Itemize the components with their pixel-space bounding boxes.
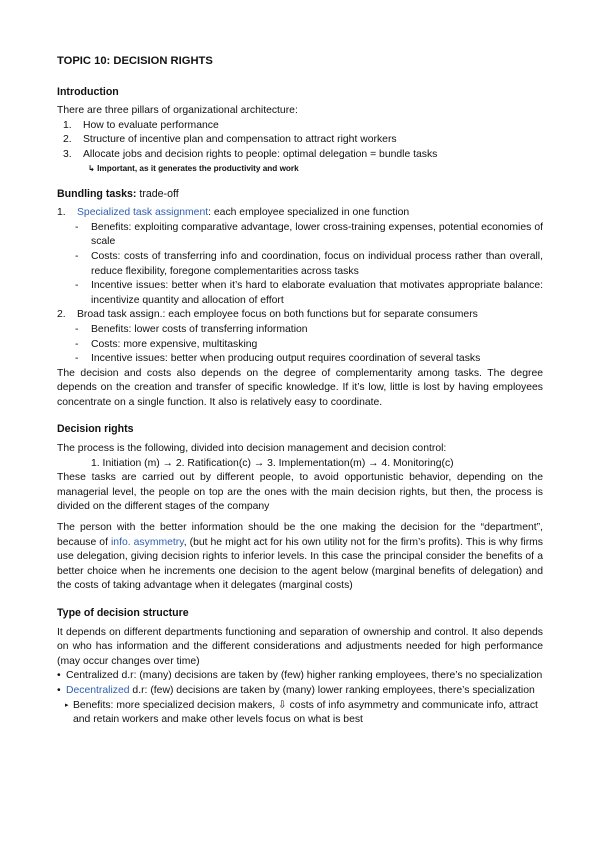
- list-item: - Benefits: lower costs of transferring information: [75, 323, 308, 335]
- list-item: - Benefits: exploiting comparative advantage, lower cross-training expenses, potential economies of scale: [75, 221, 543, 248]
- rights-lead: The process is the following, divided into decision management and decision control:: [57, 443, 447, 455]
- list-item: • Decentralized d.r: (few) decisions are taken by (many) lower ranking employees, there’s specialization: [57, 684, 543, 699]
- specialized-link[interactable]: Specialized task assignment: [77, 207, 209, 219]
- introduction-heading: Introduction: [57, 85, 119, 98]
- list-item: • Centralized d.r: (many) decisions are taken by (few) higher ranking employees, there’s no specialization: [57, 669, 543, 684]
- list-item: 3. Allocate jobs and decision rights to people: optimal delegation = bundle tasks: [63, 148, 438, 160]
- list-item: 2. Structure of incentive plan and compensation to attract right workers: [63, 134, 397, 146]
- document-page: [57, 54, 543, 728]
- decentralized-link[interactable]: Decentralized: [66, 684, 130, 696]
- info-asymmetry-link[interactable]: info. asymmetry: [111, 536, 184, 548]
- list-item: - Costs: costs of transferring info and coordination, focus on individual process rather than overall, reduce flexibility, foregone complementarities across tasks: [75, 250, 543, 277]
- list-item: - Costs: more expensive, multitasking: [75, 338, 258, 350]
- list-item: - Incentive issues: better when it’s hard to elaborate evaluation that motivates appropriate balance: incentivize quantity and allocation of effort: [75, 280, 543, 306]
- rights-paragraph: These tasks are carried out by different people, to avoid opportunistic behavior, depending on the managerial level, the people on top are the ones with the main decision rights, but then, the process is divided on the different stages of the company: [57, 472, 543, 513]
- page-title: TOPIC 10: DECISION RIGHTS: [57, 55, 213, 67]
- triangle-bullet-icon: ▸: [65, 701, 69, 709]
- bundling-closing: The decision and costs also depends on the degree of complementarity among tasks. The degree depends on the creation and transfer of specific knowledge. If it’s low, little is lost by having employees concentrate on a single function. It also is relatively easy to coordinate.: [57, 367, 543, 408]
- structure-heading: Type of decision structure: [57, 607, 189, 619]
- importance-note: ↳ Important, as it generates the productivity and work: [88, 163, 299, 173]
- list-item: ▸ Benefits: more specialized decision makers, ⇩ costs of info asymmetry and communicate info, attract and retain workers and make other levels focus on what is best: [57, 699, 543, 728]
- structure-lead: It depends on different departments functioning and separation of ownership and control. It also depends on who has information and the different considerations and adjustments needed for high performance (may occur changes over time): [57, 626, 543, 667]
- list-item: - Incentive issues: better when producing output requires coordination of several tasks: [75, 353, 481, 365]
- introduction-lead: There are three pillars of organizational architecture:: [57, 105, 298, 117]
- broad-item: 2. Broad task assign.: each employee focus on both functions but for separate consumers: [57, 309, 478, 321]
- list-item: 1. How to evaluate performance: [63, 119, 219, 131]
- rights-paragraph-2: The person with the better information should be the one making the decision for the “department”, because of info. asymmetry, (but he might act for his own utility not for the firm’s profits). This is why firms use delegation, giving decision rights to inferior levels. In this case the principal consider the benefits of a better choice when he increments one decision to the agent below (marginal benefits of delegation) and the costs of taking advantage when it delegates (marginal costs): [57, 522, 543, 592]
- decision-rights-heading: Decision rights: [57, 423, 134, 436]
- bundling-heading: Bundling tasks: trade-off: [57, 187, 179, 200]
- specialized-item: 1. Specialized task assignment: each employee specialized in one function: [57, 207, 410, 219]
- bullet-icon: •: [57, 670, 61, 682]
- bullet-icon: •: [57, 684, 61, 696]
- process-steps: 1. Initiation (m) → 2. Ratification(c) → 3. Implementation(m) → 4. Monitoring(c): [91, 457, 454, 469]
